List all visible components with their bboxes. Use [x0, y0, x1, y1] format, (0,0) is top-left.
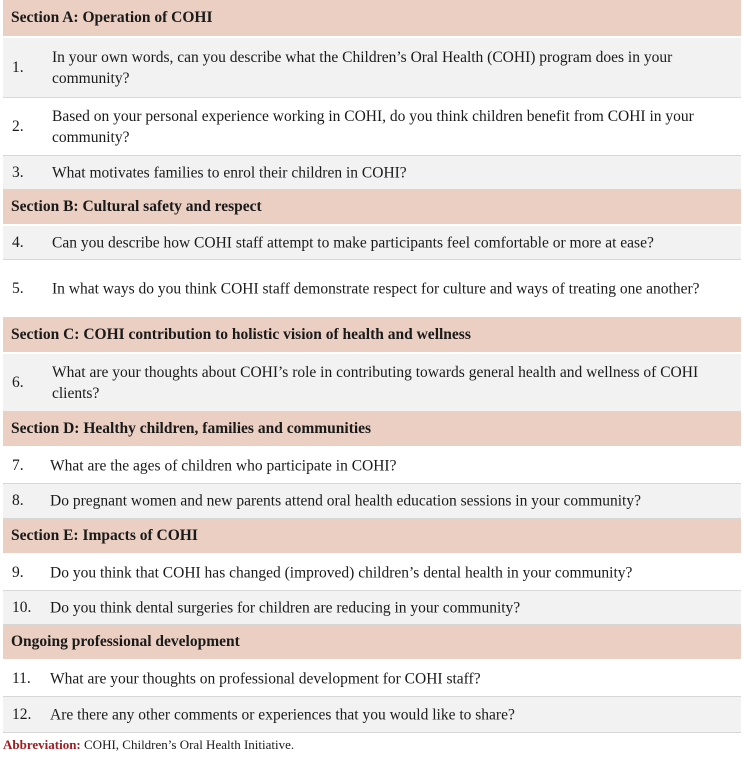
- question-number: 11.: [12, 669, 31, 687]
- section-header-d: [3, 412, 741, 448]
- question-text: In what ways do you think COHI staff demonstrate respect for culture and ways of treating one another?: [52, 280, 700, 297]
- question-number: 3.: [12, 163, 24, 181]
- question-number: 1.: [12, 58, 24, 76]
- question-number: 5.: [12, 279, 24, 297]
- table-row: [3, 661, 741, 697]
- table-row: [3, 98, 741, 156]
- section-header-e: [3, 519, 741, 555]
- section-title: Section C: COHI contribution to holistic vision of health and wellness: [11, 326, 471, 343]
- section-title: Section A: Operation of COHI: [11, 9, 213, 26]
- section-header-c: [3, 318, 741, 354]
- question-number: 7.: [12, 456, 24, 474]
- question-text: In your own words, can you describe what the Children’s Oral Health (COHI) program does in your community?: [52, 48, 673, 87]
- question-number: 9.: [12, 563, 24, 581]
- table-row: [3, 226, 741, 260]
- table-row: [3, 38, 741, 98]
- section-title: Section D: Healthy children, families and communities: [11, 420, 372, 437]
- question-number: 10.: [12, 598, 32, 616]
- section-title: Ongoing professional development: [11, 633, 240, 650]
- question-text: Based on your personal experience working in COHI, do you think children benefit from COHI in your community?: [52, 107, 694, 146]
- question-number: 2.: [12, 117, 24, 135]
- question-text: What are your thoughts about COHI’s role in contributing towards general health and wellness of COHI clients?: [52, 363, 699, 402]
- question-text: What are the ages of children who participate in COHI?: [50, 457, 397, 474]
- section-title: Section E: Impacts of COHI: [11, 527, 198, 544]
- table-row: [3, 260, 741, 318]
- question-text: Do you think that COHI has changed (improved) children’s dental health in your community?: [50, 564, 633, 581]
- section-title: Section B: Cultural safety and respect: [11, 198, 262, 215]
- table-row: [3, 156, 741, 190]
- footnote-text: COHI, Children’s Oral Health Initiative.: [80, 737, 295, 752]
- abbreviation-footnote: [3, 737, 294, 753]
- question-number: 8.: [12, 492, 24, 509]
- table-row: [3, 697, 741, 733]
- question-number: 12.: [12, 705, 32, 723]
- question-text: Do you think dental surgeries for children are reducing in your community?: [50, 599, 521, 616]
- section-header-professional-development: [3, 625, 741, 661]
- question-text: Can you describe how COHI staff attempt to make participants feel comfortable or more at ease?: [52, 234, 654, 251]
- question-number: 4.: [12, 233, 24, 251]
- table-row: [3, 555, 741, 591]
- question-text: Are there any other comments or experiences that you would like to share?: [50, 706, 515, 723]
- footnote-label: Abbreviation:: [3, 737, 81, 752]
- table-row: [3, 448, 741, 484]
- table-row: [3, 591, 741, 625]
- table-row: [3, 354, 741, 412]
- question-text: What motivates families to enrol their children in COHI?: [52, 164, 407, 181]
- question-number: 6.: [12, 373, 24, 391]
- section-header-a: [3, 0, 741, 38]
- table-row: [3, 484, 741, 519]
- section-header-b: [3, 190, 741, 226]
- question-text: Do pregnant women and new parents attend oral health education sessions in your community?: [50, 492, 641, 510]
- question-text: What are your thoughts on professional development for COHI staff?: [50, 670, 481, 687]
